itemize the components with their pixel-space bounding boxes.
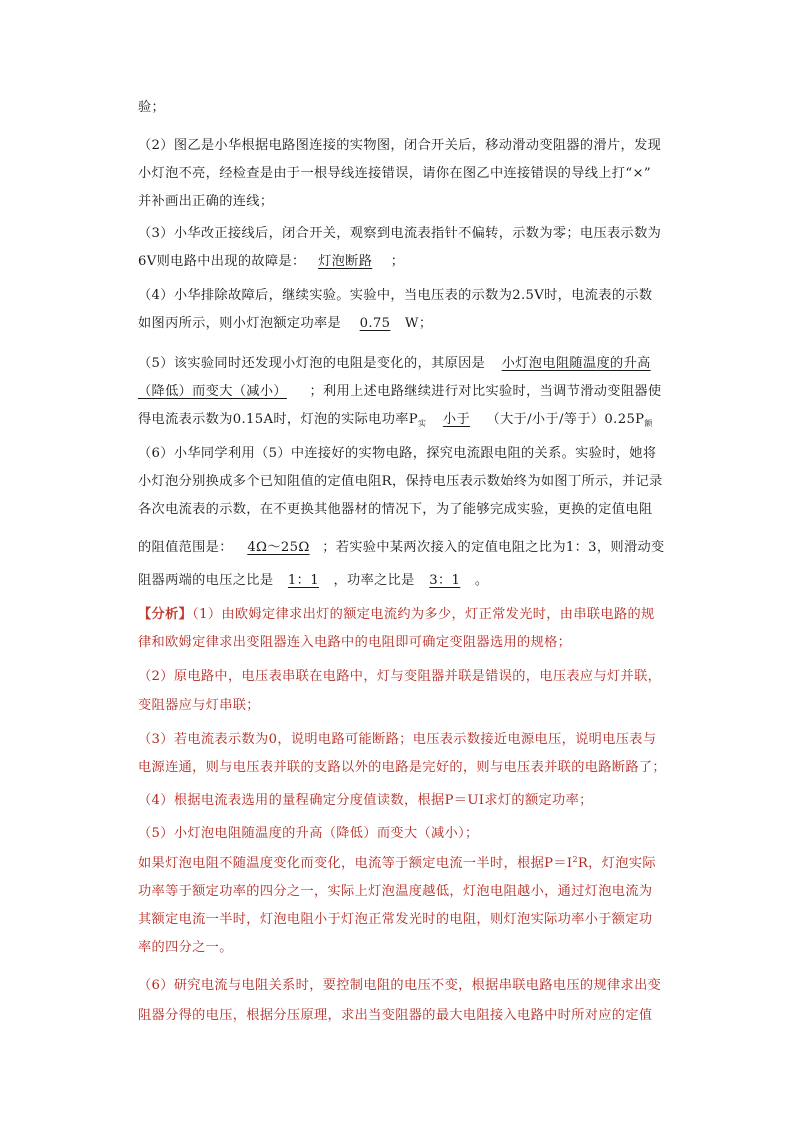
question-5-line-3 [138, 408, 653, 429]
question-6-line-5 [138, 569, 488, 588]
subscript-rated: 额 [644, 419, 653, 428]
question-4-line-1: （4）小华排除故障后，继续实验。实验中，当电压表的示数为2.5V时，电流表的示数 [138, 288, 653, 303]
question-3-line-1: （3）小华改正接线后，闭合开关，观察到电流表指针不偏转，示数为零；电压表示数为 [138, 226, 662, 241]
analysis-line-3: （2）原电路中，电压表串联在电路中，灯与变阻器并联是错误的，电压表应与灯并联， [138, 669, 662, 684]
answer-compare: 小于 [442, 412, 470, 427]
question-6-line-1: （6）小华同学利用（5）中连接好的实物电路，探究电流跟电阻的关系。实验时，她将 [138, 446, 657, 461]
question-3-text: 6V则电路中出现的故障是： [138, 254, 306, 269]
question-5-text: （5）该实验同时还发现小灯泡的电阻是变化的，其原因是 [138, 356, 486, 371]
question-6-text-2: ；若实验中某两次接入的定值电阻之比为1：3，则滑动变 [322, 540, 665, 555]
analysis-text-9a: 如果灯泡电阻不随温度变化而变化，电流等于额定电流一半时，根据P＝I [138, 856, 573, 871]
analysis-line-9 [138, 852, 656, 871]
question-6-text-3: 阻器两端的电压之比是 [138, 573, 274, 588]
analysis-line-10: 功率等于额定功率的四分之一，实际上灯泡温度越低，灯泡电阻越小，通过灯泡电流为 [138, 884, 653, 899]
analysis-line-6: 电源连通，则与电压表并联的支路以外的电路是完好的，则与电压表并联的电路断路了； [138, 760, 666, 775]
answer-fault: 灯泡断路 [318, 254, 373, 269]
question-6-line-4 [138, 536, 665, 555]
question-6-line-2: 小灯泡分别换成多个已知阻值的定值电阻R，保持电压表示数始终为如图丁所示，并记录 [138, 474, 663, 489]
analysis-text-1: （1）由欧姆定律求出灯的额定电流约为多少，灯正常发光时，由串联电路的规 [192, 607, 655, 622]
question-4-text: 如图丙所示，则小灯泡额定功率是 [138, 316, 342, 331]
analysis-text-9b: R，灯泡实际 [577, 856, 656, 871]
question-6-line-3: 各次电流表的示数，在不更换其他器材的情况下，为了能够完成实验，更换的定值电阻 [138, 502, 653, 517]
answer-reason-part-2: （降低）而变大（减小） [138, 384, 287, 399]
answer-rated-power: 0.75 [359, 316, 391, 331]
text-line-1: 验； [138, 100, 166, 115]
subscript-actual: 实 [418, 419, 427, 428]
question-4-line-2 [138, 312, 432, 331]
analysis-line-7: （4）根据电流表选用的量程确定分度值读数，根据P＝UI求灯的额定功率； [138, 793, 593, 808]
analysis-line-8: （5）小灯泡电阻随温度的升高（降低）而变大（减小）； [138, 826, 479, 841]
question-2-line-1: （2）图乙是小华根据电路图连接的实物图，闭合开关后，移动滑动变阻器的滑片，发现 [138, 138, 662, 153]
question-5-text-3: 得电流表示数为0.15A时，灯泡的实际电功率P [138, 412, 418, 427]
question-5-line-2 [138, 380, 661, 399]
question-5-options: （大于/小于/等于）0.25P [486, 412, 645, 427]
question-3-end: ； [390, 254, 405, 269]
question-5-line-1 [138, 352, 651, 371]
analysis-line-13: （6）研究电流与电阻关系时，要控制电阻的电压不变，根据串联电路电压的规律求出变 [138, 978, 662, 993]
answer-reason-part-1: 小灯泡电阻随温度的升高 [501, 356, 651, 371]
question-3-line-2 [138, 250, 404, 269]
question-6-text-4: ，功率之比是 [333, 573, 415, 588]
analysis-line-12: 率的四分之一。 [138, 940, 233, 955]
answer-resistance-range: 4Ω～25Ω [247, 540, 310, 555]
answer-power-ratio: 3：1 [429, 573, 461, 588]
question-2-line-3: 并补画出正确的连线； [138, 194, 274, 209]
analysis-line-1 [138, 603, 655, 622]
question-6-end: 。 [474, 573, 489, 588]
analysis-line-2: 律和欧姆定律求出变阻器连入电路中的电阻即可确定变阻器选用的规格； [138, 635, 572, 650]
question-4-unit: W； [404, 316, 433, 331]
analysis-tag: 【分析】 [138, 607, 193, 622]
superscript-two: 2 [572, 855, 578, 864]
analysis-line-4: 变阻器应与灯串联； [138, 698, 260, 713]
question-6-text: 的阻值范围是： [138, 540, 233, 555]
analysis-line-14: 阻器分得的电压，根据分压原理，求出当变阻器的最大电阻接入电路中时所对应的定值 [138, 1008, 653, 1023]
answer-voltage-ratio: 1：1 [287, 573, 319, 588]
analysis-line-11: 其额定电流一半时，灯泡电阻小于灯泡正常发光时的电阻，则灯泡实际功率小于额定功 [138, 912, 653, 927]
analysis-line-5: （3）若电流表示数为0，说明电路可能断路；电压表示数接近电源电压，说明电压表与 [138, 732, 657, 747]
question-2-line-2: 小灯泡不亮，经检查是由于一根导线连接错误，请你在图乙中连接错误的导线上打“×” [138, 166, 651, 181]
question-5-text-2: ；利用上述电路继续进行对比实验时，当调节滑动变阻器使 [309, 384, 662, 399]
